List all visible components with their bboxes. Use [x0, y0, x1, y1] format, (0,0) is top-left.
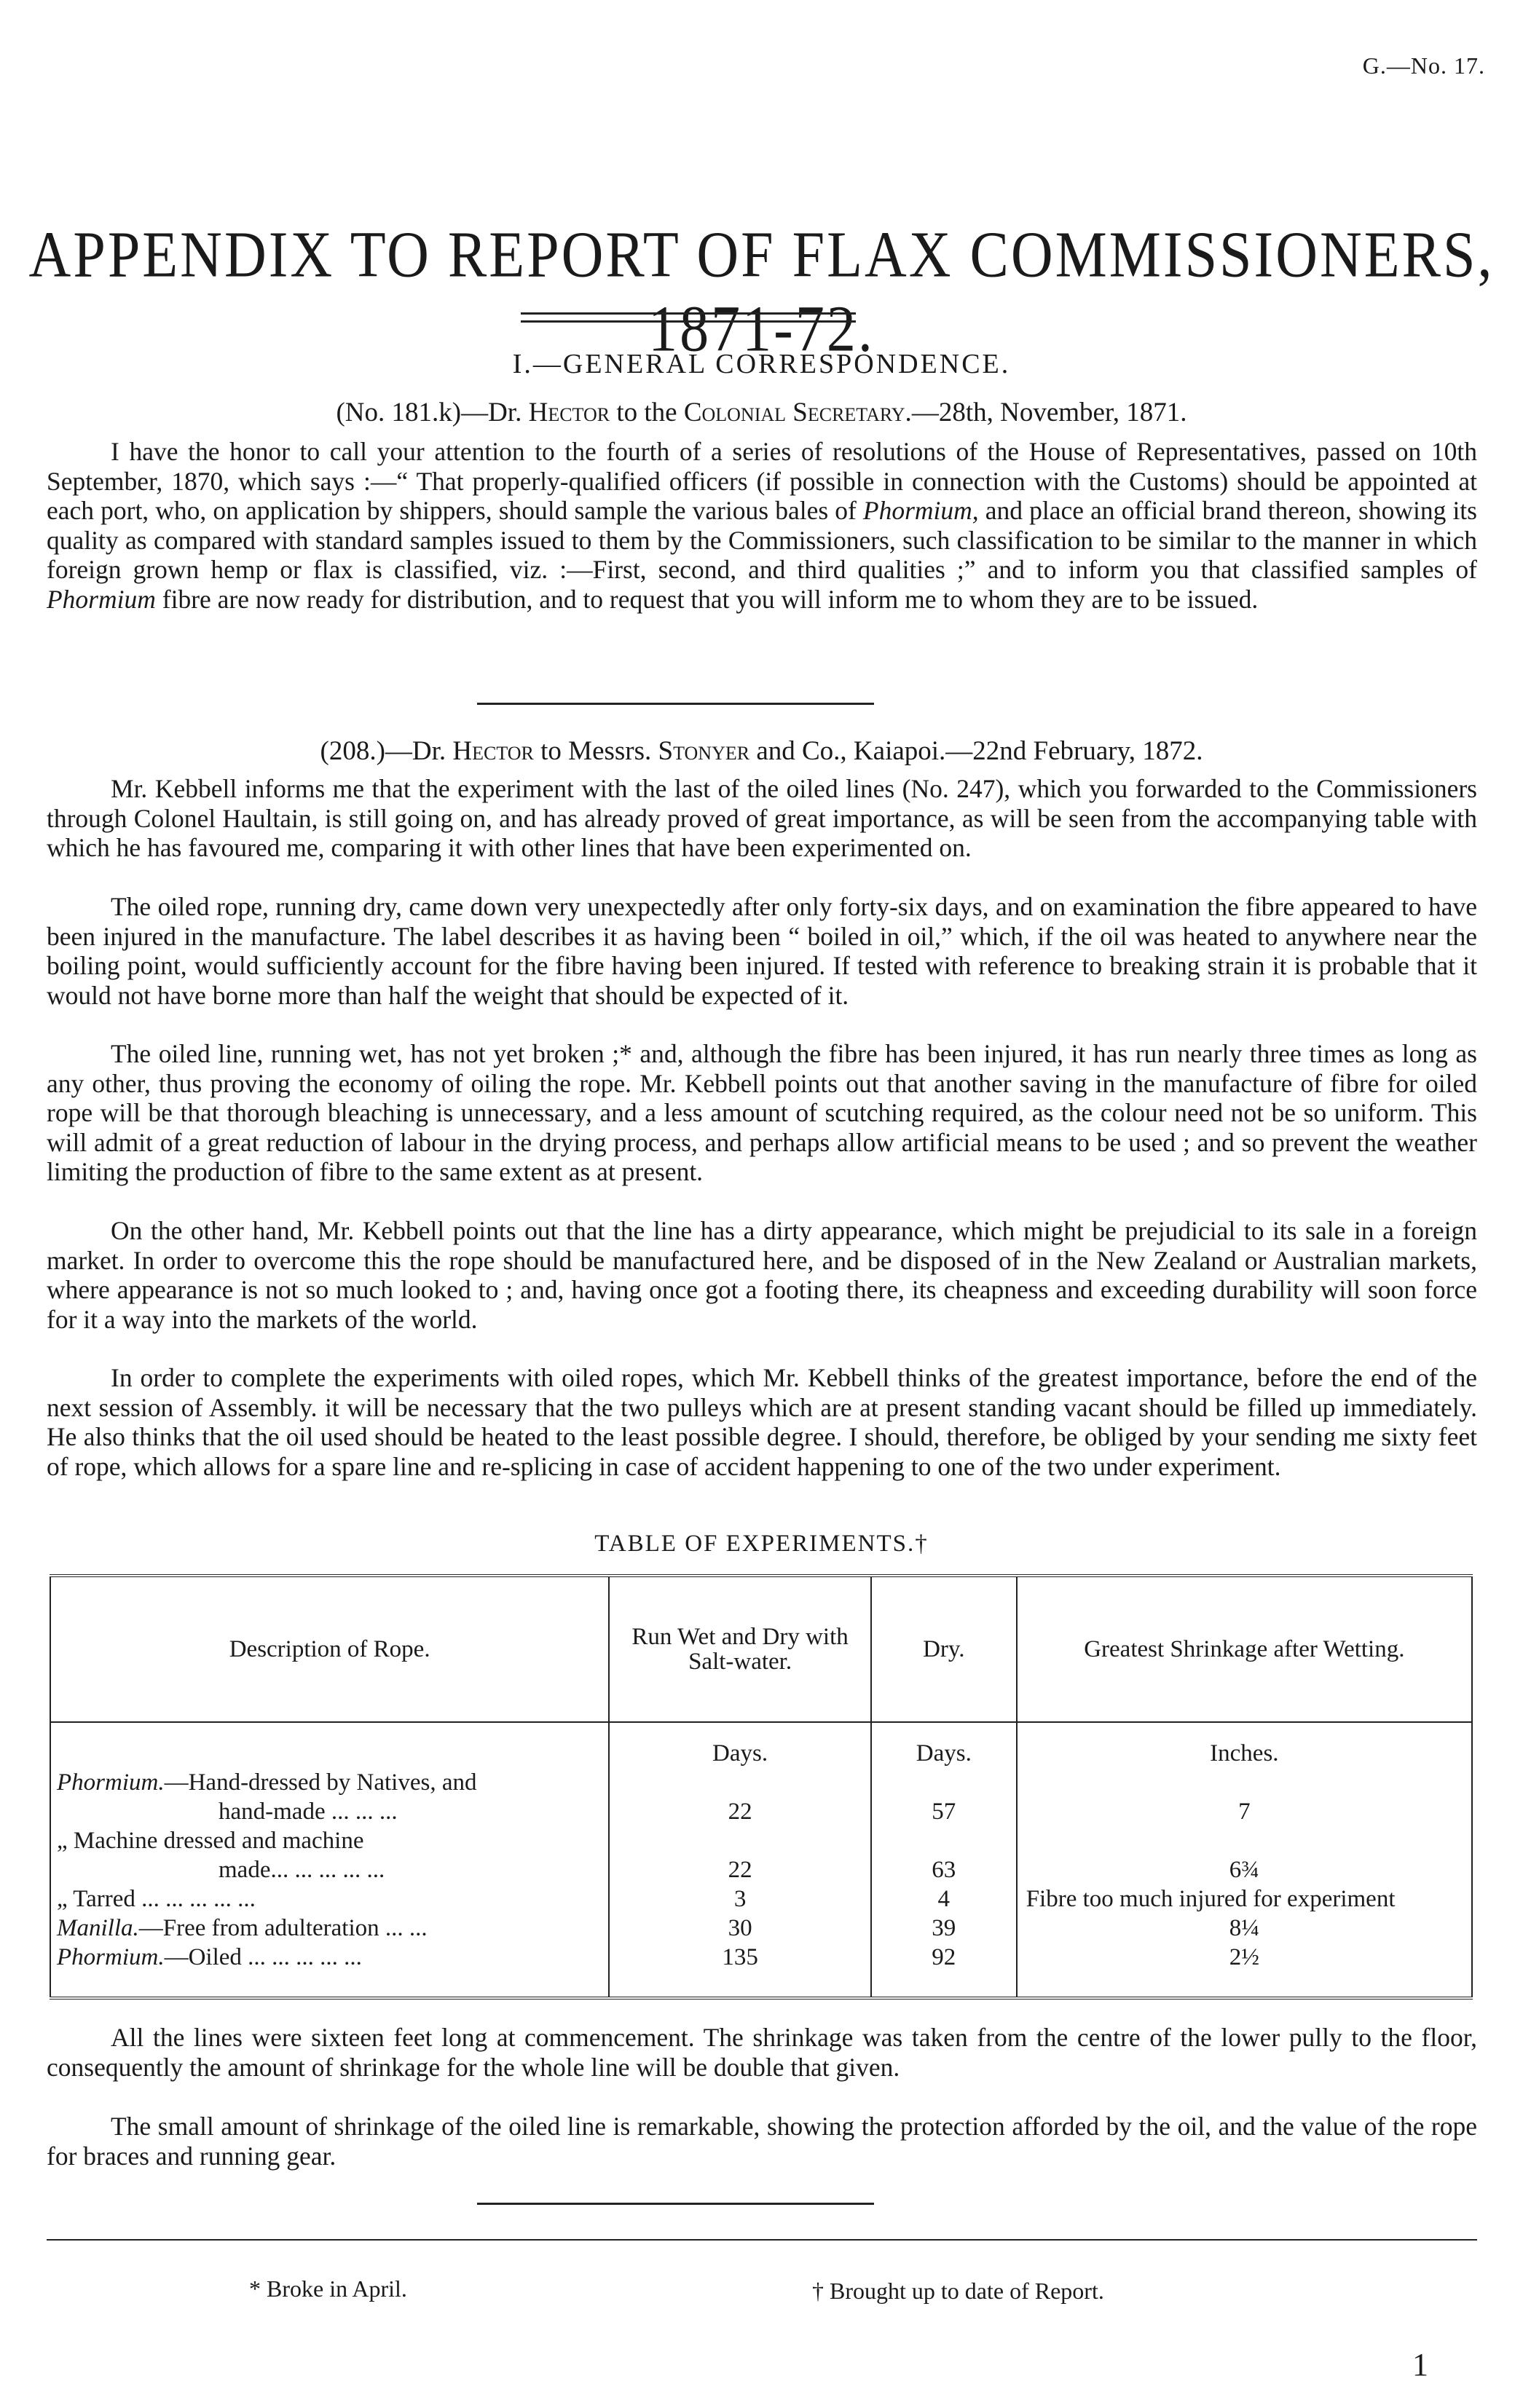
closing-paragraph: The small amount of shrinkage of the oiled line is remarkable, showing the protection afforded by the oil, and the value of the rope for braces and running gear. [47, 2112, 1477, 2171]
letter1-body-part3: fibre are now ready for distribution, and to request that you will inform me to whom they are to be issued. [155, 584, 1259, 614]
rope-desc: —Hand-dressed by Natives, and [164, 1769, 477, 1796]
table-cell-shrink: Fibre too much injured for experiment [1017, 1884, 1472, 1914]
table-cell-dry: 57 [871, 1768, 1017, 1826]
letter2-to-suffix: and Co., Kaiapoi.—22nd February, 1872. [756, 736, 1203, 766]
letter2-ref: (208.)—Dr. [320, 736, 446, 766]
rope-desc: „ Tarred ... ... ... ... ... [57, 1886, 256, 1912]
page-reference: G.—No. 17. [1362, 52, 1485, 79]
letter1-from: Hector [528, 398, 610, 427]
table-unit: Days. [609, 1722, 871, 1768]
table-cell-description [50, 1768, 609, 1826]
rope-type: Phormium. [57, 1769, 165, 1796]
page-number: 1 [1412, 2347, 1428, 2383]
table-cell-dry: 39 [871, 1914, 1017, 1943]
table-row [50, 1826, 1472, 1884]
letter-divider [477, 703, 874, 705]
table-row [50, 1914, 1472, 1943]
closing-paragraph: All the lines were sixteen feet long at commencement. The shrinkage was taken from the centre of the lower pully to the floor, consequently the amount of shrinkage for the whole line will be double that given. [47, 2023, 1477, 2082]
table-header: Run Wet and Dry with Salt-water. [609, 1576, 871, 1722]
table-cell-shrink: 2½ [1017, 1943, 1472, 1998]
letter1-to: Colonial Secretary. [683, 398, 912, 427]
letter1-heading [0, 397, 1523, 428]
rope-desc-cont: made... ... ... ... ... [219, 1857, 385, 1883]
table-unit: Inches. [1017, 1722, 1472, 1768]
table-cell-description [50, 1884, 609, 1914]
document-title: APPENDIX TO REPORT OF FLAX COMMISSIONERS, 1871-72. [28, 219, 1495, 366]
table-cell-wet: 30 [609, 1914, 871, 1943]
letter2-paragraph: In order to complete the experiments with oiled ropes, which Mr. Kebbell thinks of the greatest importance, before the end of the next session of Assembly. it will be necessary that the two pulleys which are at present standing vacant should be filled up immediately. He also thinks that the oil used should be heated to the least possible degree. I should, therefore, be obliged by your sending me sixty feet of rope, which allows for a spare line and re-splicing in case of accident happening to one of the two under experiment. [47, 1363, 1477, 1481]
table-header: Dry. [871, 1576, 1017, 1722]
table-cell-description [50, 1826, 609, 1884]
letter2-paragraph: Mr. Kebbell informs me that the experiment with the last of the oiled lines (No. 247), which you forwarded to the Commissioners through Colonel Haultain, is still going on, and has already proved of great importance, as will be seen from the accompanying table with which he has favoured me, comparing it with other lines that have been experimented on. [47, 774, 1477, 862]
letter1-to-prefix: to the [616, 398, 677, 427]
table-cell-description [50, 1914, 609, 1943]
title-rule-upper [521, 312, 856, 315]
end-divider [477, 2203, 874, 2205]
letter2-to-prefix: to Messrs. [540, 736, 652, 766]
letter1-body [47, 437, 1477, 614]
letter2-paragraph: The oiled rope, running dry, came down very unexpectedly after only forty-six days, and on examination the fibre appeared to have been injured in the manufacture. The label describes it as having been “ boiled in oil,” which, if the oil was heated to anywhere near the boiling point, would sufficiently account for the fibre having been injured. If tested with reference to breaking strain it is probable that it would not have borne more than half the weight that should be expected of it. [47, 892, 1477, 1010]
table-cell-description [50, 1943, 609, 1998]
experiments-table [50, 1574, 1473, 2000]
letter2-to: Stonyer [658, 736, 750, 766]
table-cell-wet: 3 [609, 1884, 871, 1914]
table-cell-shrink: 6¾ [1017, 1826, 1472, 1884]
letter1-body-part2: and place an official brand thereon, showing its quality as compared with standard samples issued to them by the Commissioners, such classification to be similar to the manner in which foreign grown hemp or flax is classified, viz. :—First, second, and third qualities ;” and to inform you that classified samples of [47, 496, 1477, 584]
section-heading: I.—GENERAL CORRESPONDENCE. [512, 349, 1011, 379]
rope-desc: —Oiled ... ... ... ... ... [164, 1944, 362, 1970]
rope-desc: —Free from adulteration ... ... [138, 1915, 428, 1941]
table-cell-dry: 4 [871, 1884, 1017, 1914]
letter1-date: —28th, November, 1871. [911, 398, 1187, 427]
footnote-asterisk: * Broke in April. [249, 2275, 407, 2302]
table-cell [50, 1722, 609, 1768]
table-cell-dry: 63 [871, 1826, 1017, 1884]
rope-type: Phormium. [57, 1944, 165, 1970]
table-cell-wet: 22 [609, 1826, 871, 1884]
letter1-body-italic2: Phormium [47, 584, 156, 614]
rope-desc: „ Machine dressed and machine [57, 1828, 364, 1854]
table-row [50, 1768, 1472, 1826]
table-header-row [50, 1576, 1472, 1722]
table-row [50, 1884, 1472, 1914]
footnote-rule [47, 2239, 1477, 2241]
rope-type: Manilla. [57, 1915, 139, 1941]
table-cell-wet: 135 [609, 1943, 871, 1998]
title-rule-lower [521, 320, 856, 323]
table-cell-shrink: 8¼ [1017, 1914, 1472, 1943]
table-cell-shrink: 7 [1017, 1768, 1472, 1826]
rope-desc-cont: hand-made ... ... ... [219, 1799, 398, 1825]
table-unit: Days. [871, 1722, 1017, 1768]
table-caption: TABLE OF EXPERIMENTS.† [594, 1531, 929, 1557]
letter2-from: Hector [452, 736, 534, 766]
letter2-paragraph: The oiled line, running wet, has not yet broken ;* and, although the fibre has been injured, it has run nearly three times as long as any other, thus proving the economy of oiling the rope. Mr. Kebbell points out that another saving in the manufacture of fibre for oiled rope will be that thorough bleaching is unnecessary, and a less amount of scutching required, as the colour need not be so uniform. This will admit of a great reduction of labour in the drying process, and perhaps allow artificial means to be used ; and so prevent the weather limiting the production of fibre to the same extent as at present. [47, 1039, 1477, 1186]
table-row [50, 1943, 1472, 1998]
footnote-dagger: † Brought up to date of Report. [812, 2278, 1104, 2304]
table-header: Description of Rope. [50, 1576, 609, 1722]
letter1-body-italic1: Phormium, [862, 496, 979, 525]
table-header: Greatest Shrinkage after Wetting. [1017, 1576, 1472, 1722]
table-units-row [50, 1722, 1472, 1768]
letter2-paragraph: On the other hand, Mr. Kebbell points out that the line has a dirty appearance, which might be prejudicial to its sale in a foreign market. In order to overcome this the rope should be manufactured here, and be disposed of in the New Zealand or Australian markets, where appearance is not so much looked to ; and, having once got a footing there, its cheapness and exceeding durability will soon force for it a way into the markets of the world. [47, 1216, 1477, 1334]
table-cell-dry: 92 [871, 1943, 1017, 1998]
letter1-ref: (No. 181.k)—Dr. [336, 398, 522, 427]
letter2-heading [0, 735, 1523, 767]
table-cell-wet: 22 [609, 1768, 871, 1826]
letter1-body-part1: I have the honor to call your attention to the fourth of a series of resolutions of the House of Representatives, passed on 10th September, 1870, which says :—“ That properly-qualified officers (if possible in connection with the Customs) should be appointed at each port, who, on application by shippers, should sample the various bales of [47, 437, 1477, 525]
